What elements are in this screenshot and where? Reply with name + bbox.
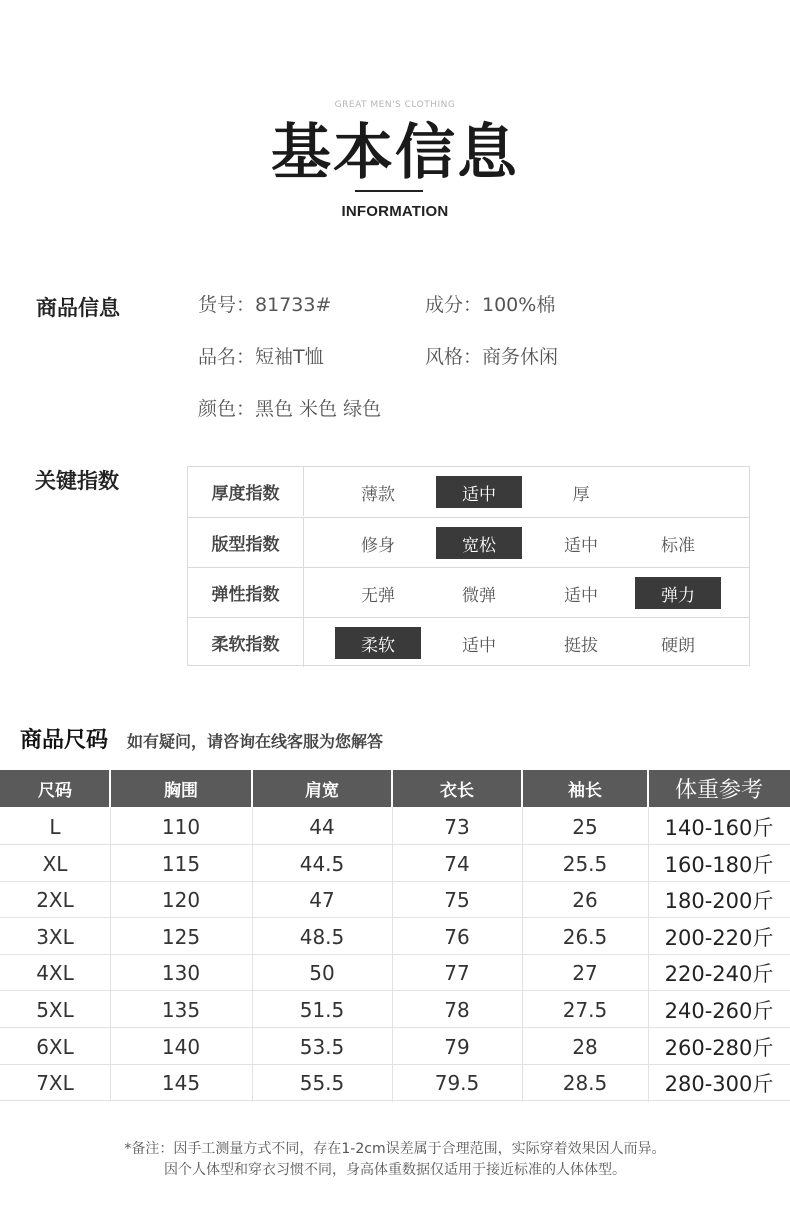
composition: 成分：100%棉 [425,294,556,316]
size-table-cell: 7XL [36,1071,74,1096]
table-row [0,1065,790,1101]
header-divider [521,770,523,807]
size-table-cell: 50 [309,961,335,986]
key-index-option: 修身 [361,535,395,556]
size-table-header [0,770,790,807]
size-table-cell: 51.5 [299,998,345,1022]
key-index-option: 适中 [462,635,496,656]
size-table-cell: 180-200斤 [664,889,774,914]
column-divider [648,807,649,1102]
size-table-cell: 115 [161,851,201,876]
table-row [0,882,790,918]
key-index-row-label: 柔软指数 [188,618,304,667]
size-table-cell: 120 [161,888,201,913]
footnote-line-1: *备注：因手工测量方式不同，存在1-2cm误差属于合理范围，实际穿着效果因人而异。 [124,1141,666,1157]
key-index-row-label: 弹性指数 [188,568,304,617]
column-divider [392,807,393,1102]
size-table-cell: XL [42,851,68,876]
size-table-cell: 28 [572,1034,598,1059]
size-table-cell: 25.5 [562,851,608,876]
key-index-option: 适中 [564,585,598,606]
size-table-cell: 28.5 [562,1071,608,1096]
size-table-cell: 140 [161,1034,201,1059]
size-table-cell: 3XL [36,924,74,949]
key-index-row [188,567,749,617]
size-table-cell: 140-160斤 [664,816,774,840]
header-english: INFORMATION [341,203,449,220]
header-divider [109,770,111,807]
size-table-cell: 79 [444,1034,470,1059]
key-index-option: 标准 [661,535,695,556]
key-index-row [188,467,749,517]
size-table-cell: 44 [309,815,335,839]
size-table-cell: 27 [572,961,598,986]
key-index-option: 薄款 [361,484,395,505]
key-index-option-selected: 适中 [436,476,522,508]
key-index-table [187,466,750,666]
size-table-header-cell: 肩宽 [305,781,339,801]
size-table-cell: 53.5 [299,1034,345,1059]
size-table-cell: 76 [444,924,470,949]
size-table-cell: 260-280斤 [664,1035,774,1060]
size-chart-note: 如有疑问，请咨询在线客服为您解答 [127,732,384,751]
size-table-cell: 79.5 [434,1071,480,1096]
header-subtitle: GREAT MEN'S CLOTHING [334,100,456,110]
header-divider [647,770,649,807]
size-table-cell: 5XL [36,998,74,1022]
size-table-cell: 75 [444,888,470,913]
key-index-label: 关键指数 [35,469,119,493]
footnote-line-2: 因个人体型和穿衣习惯不同，身高体重数据仅适用于接近标准的人体体型。 [164,1162,626,1178]
size-table-cell: 48.5 [299,924,345,949]
column-divider [522,807,523,1102]
size-chart-title: 商品尺码 [20,728,109,753]
size-table-cell: 200-220斤 [664,925,774,950]
key-index-option: 挺拔 [564,635,598,656]
product-info-label: 商品信息 [36,296,120,320]
page-title: 基本信息 [271,118,519,188]
size-table-cell: 130 [161,961,201,986]
size-table-cell: 74 [444,851,470,876]
size-table-cell: 135 [161,998,201,1022]
size-table-cell: 25 [572,815,598,839]
column-divider [110,807,111,1102]
key-index-option: 无弹 [361,585,395,606]
key-index-option: 微弹 [462,585,496,606]
key-index-option-selected: 柔软 [335,627,421,659]
size-table-cell: 145 [161,1071,201,1096]
size-table-cell: 78 [444,998,470,1022]
header-divider [391,770,393,807]
size-table-cell: 220-240斤 [664,962,774,987]
table-row [0,846,790,882]
size-table-cell: 27.5 [562,998,608,1022]
item-number: 货号：81733# [198,294,332,316]
key-index-option-selected: 弹力 [635,577,721,609]
key-index-option: 厚 [572,484,590,505]
size-table-cell: 47 [309,888,335,913]
size-table-cell: 280-300斤 [664,1072,774,1097]
size-table-cell: 6XL [36,1034,74,1059]
product-name: 品名：短袖T恤 [198,346,324,368]
size-table-cell: 4XL [36,961,74,986]
size-table-header-cell: 胸围 [164,781,198,801]
size-table-cell: 110 [161,815,201,839]
size-table-cell: 73 [444,815,470,839]
size-table-cell: 2XL [36,888,74,913]
size-table-cell: 125 [161,924,201,949]
size-table-header-cell: 袖长 [568,781,602,801]
size-table-cell: L [49,815,61,839]
size-table-cell: 160-180斤 [664,852,774,877]
key-index-option: 硬朗 [661,635,695,656]
title-divider [355,190,423,192]
size-table-cell: 77 [444,961,470,986]
key-index-row [188,617,749,667]
column-divider [252,807,253,1102]
table-row [0,809,790,845]
key-index-option-selected: 宽松 [436,527,522,559]
table-row [0,1029,790,1065]
header-divider [251,770,253,807]
table-row [0,955,790,991]
size-table-cell: 26.5 [562,924,608,949]
key-index-row [188,517,749,567]
size-table-cell: 26 [572,888,598,913]
product-colors: 颜色：黑色 米色 绿色 [198,398,382,420]
key-index-option: 适中 [564,535,598,556]
size-table-header-cell: 尺码 [38,781,72,801]
key-index-row-label: 版型指数 [188,518,304,567]
key-index-row-label: 厚度指数 [188,467,304,516]
size-table-cell: 240-260斤 [664,999,774,1023]
table-row [0,919,790,955]
table-row [0,992,790,1028]
size-table-header-cell: 衣长 [440,781,474,801]
size-table-cell: 44.5 [299,851,345,876]
size-table-header-cell: 体重参考 [674,778,763,803]
size-table-cell: 55.5 [299,1071,345,1096]
product-style: 风格：商务休闲 [425,346,559,368]
